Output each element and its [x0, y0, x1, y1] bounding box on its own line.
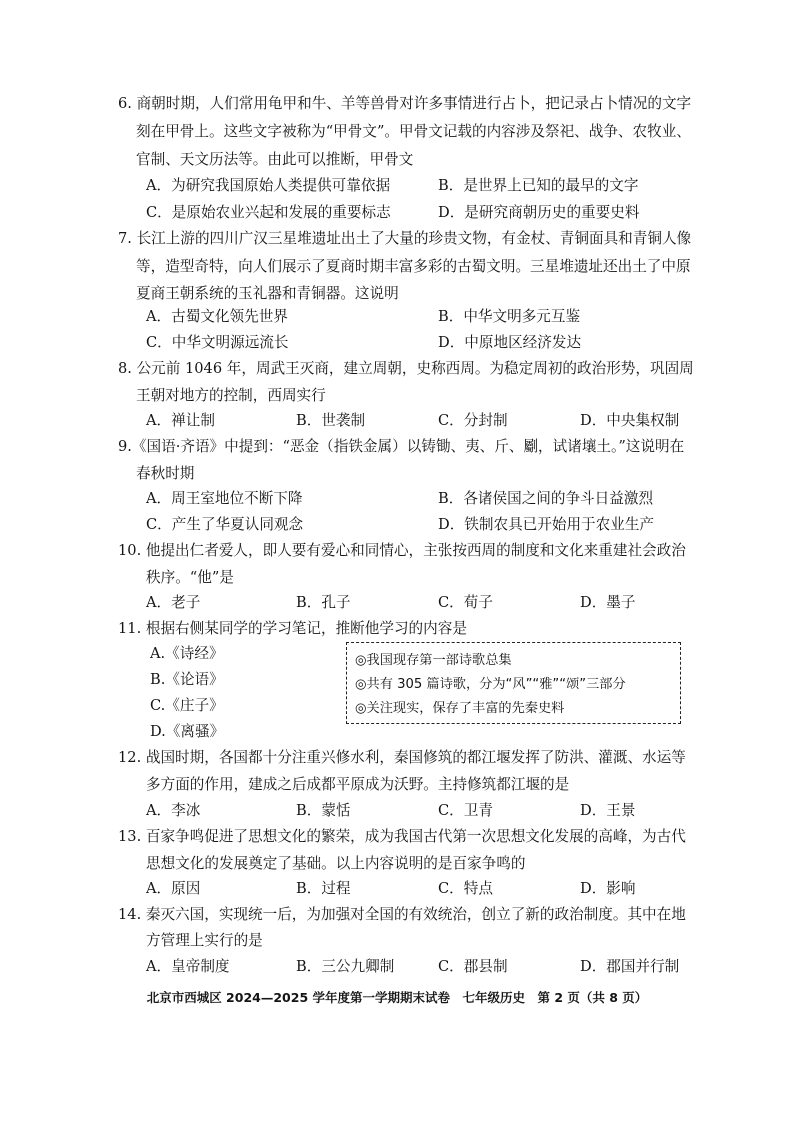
- q9-line1: 9.《国语·齐语》中提到：“恶金（指铁金属）以铸锄、夷、斤、劚，试诸壤土。”这说明在: [118, 438, 685, 455]
- q8-line2: 王朝对地方的控制，西周实行: [136, 387, 326, 404]
- q6-option-d[interactable]: D．是研究商朝历史的重要史料: [438, 204, 640, 221]
- q8-option-d[interactable]: D．中央集权制: [580, 412, 680, 429]
- q9-option-d[interactable]: D．铁制农具已开始用于农业生产: [438, 516, 655, 533]
- q6-option-c[interactable]: C．是原始农业兴起和发展的重要标志: [146, 204, 391, 221]
- page-footer: 北京市西城区 2024—2025 学年度第一学期期末试卷 七年级历史 第 2 页（共 8 页）: [146, 990, 648, 1005]
- study-notes-box: [346, 642, 681, 724]
- q14-line2: 方管理上实行的是: [146, 932, 263, 949]
- q11-line1: 11. 根据右侧某同学的学习笔记，推断他学习的内容是: [118, 620, 467, 637]
- q8-option-b[interactable]: B．世袭制: [296, 412, 366, 429]
- q12-option-b[interactable]: B．蒙恬: [296, 802, 351, 819]
- q6-line2: 刻在甲骨上。这些文字被称为“甲骨文”。甲骨文记载的内容涉及祭祀、战争、农牧业、: [136, 123, 691, 140]
- q14-option-a[interactable]: A．皇帝制度: [146, 958, 230, 975]
- q12-option-c[interactable]: C．卫青: [438, 802, 493, 819]
- q11-option-d[interactable]: D.《离骚》: [150, 723, 225, 740]
- note-line-3: ◎关注现实，保存了丰富的先秦史料: [355, 701, 565, 716]
- q9-option-c[interactable]: C．产生了华夏认同观念: [146, 516, 304, 533]
- q8-option-c[interactable]: C．分封制: [438, 412, 508, 429]
- q8-line1: 8. 公元前 1046 年，周武王灭商，建立周朝，史称西周。为稳定周初的政治形势，巩固周: [118, 360, 694, 377]
- q12-line2: 多方面的作用，建成之后成都平原成为沃野。主持修筑都江堰的是: [146, 776, 570, 793]
- q7-line2: 等，造型奇特，向人们展示了夏商时期丰富多彩的古蜀文明。三星堆遗址还出土了中原: [136, 258, 691, 275]
- q11-option-a[interactable]: A.《诗经》: [150, 645, 224, 662]
- q13-option-c[interactable]: C．特点: [438, 880, 493, 897]
- q14-line1: 14. 秦灭六国，实现统一后，为加强对全国的有效统治，创立了新的政治制度。其中在地: [118, 906, 686, 923]
- q10-line1: 10. 他提出仁者爱人，即人要有爱心和同情心，主张按西周的制度和文化来重建社会政治: [118, 542, 686, 559]
- q11-option-c[interactable]: C.《庄子》: [150, 697, 224, 714]
- q7-option-a[interactable]: A．古蜀文化领先世界: [146, 308, 288, 325]
- q12-option-d[interactable]: D．王景: [580, 802, 636, 819]
- q14-option-c[interactable]: C．郡县制: [438, 958, 508, 975]
- q6-line1: 6. 商朝时期，人们常用龟甲和牛、羊等兽骨对许多事情进行占卜，把记录占卜情况的文字: [118, 95, 692, 112]
- q9-option-a[interactable]: A．周王室地位不断下降: [146, 490, 303, 507]
- q10-option-a[interactable]: A．老子: [146, 594, 201, 611]
- q10-option-b[interactable]: B．孔子: [296, 594, 351, 611]
- q6-option-b[interactable]: B．是世界上已知的最早的文字: [438, 177, 639, 194]
- q13-option-a[interactable]: A．原因: [146, 880, 201, 897]
- q9-option-b[interactable]: B．各诸侯国之间的争斗日益激烈: [438, 490, 654, 507]
- q7-option-d[interactable]: D．中原地区经济发达: [438, 334, 582, 351]
- q13-option-b[interactable]: B．过程: [296, 880, 351, 897]
- q10-option-d[interactable]: D．墨子: [580, 594, 636, 611]
- q8-option-a[interactable]: A．禅让制: [146, 412, 215, 429]
- q7-option-c[interactable]: C．中华文明源远流长: [146, 334, 289, 351]
- q6-line3: 官制、天文历法等。由此可以推断，甲骨文: [136, 151, 414, 168]
- q14-option-d[interactable]: D．郡国并行制: [580, 958, 680, 975]
- q7-line3: 夏商王朝系统的玉礼器和青铜器。这说明: [136, 285, 399, 302]
- q13-line1: 13. 百家争鸣促进了思想文化的繁荣，成为我国古代第一次思想文化发展的高峰，为古代: [118, 828, 686, 845]
- q7-line1: 7. 长江上游的四川广汉三星堆遗址出土了大量的珍贵文物，有金杖、青铜面具和青铜人像: [118, 230, 692, 247]
- q13-line2: 思想文化的发展奠定了基础。以上内容说明的是百家争鸣的: [146, 855, 526, 872]
- q10-line2: 秩序。“他”是: [146, 569, 234, 586]
- q12-option-a[interactable]: A．李冰: [146, 802, 201, 819]
- q6-option-a[interactable]: A．为研究我国原始人类提供可靠依据: [146, 177, 391, 194]
- q13-option-d[interactable]: D．影响: [580, 880, 636, 897]
- q7-option-b[interactable]: B．中华文明多元互鉴: [438, 308, 581, 325]
- note-line-2: ◎共有 305 篇诗歌，分为“风”“雅”“颂”三部分: [355, 677, 626, 692]
- q10-option-c[interactable]: C．荀子: [438, 594, 493, 611]
- q9-line2: 春秋时期: [136, 465, 195, 482]
- q14-option-b[interactable]: B．三公九卿制: [296, 958, 395, 975]
- q12-line1: 12. 战国时期，各国都十分注重兴修水利，秦国修筑的都江堰发挥了防洪、灌溉、水运等: [118, 749, 686, 766]
- q11-option-b[interactable]: B.《论语》: [150, 671, 224, 688]
- note-line-1: ◎我国现存第一部诗歌总集: [355, 653, 512, 668]
